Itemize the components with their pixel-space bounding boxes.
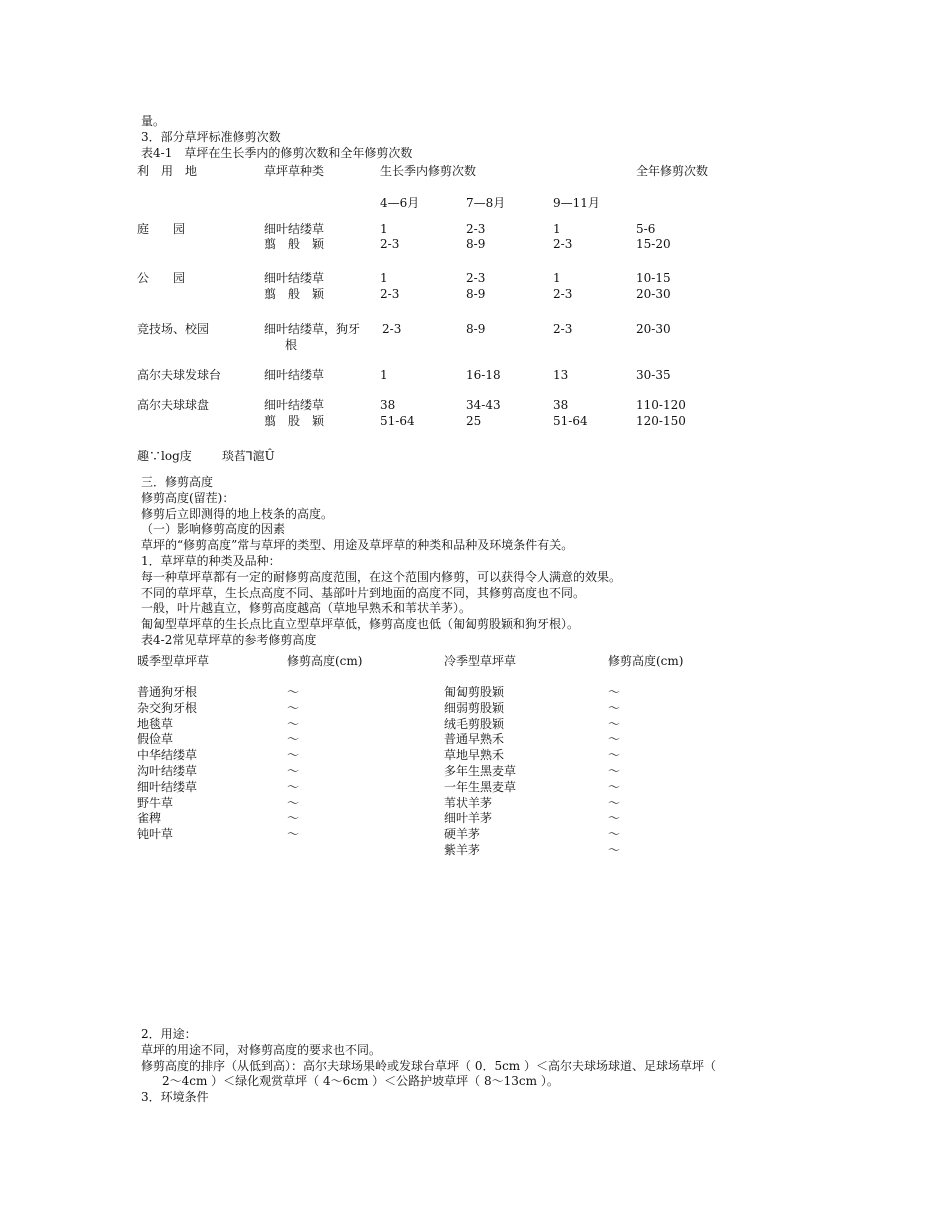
text-line: 一般，叶片越直立，修剪高度越高（草地早熟禾和苇状羊茅）。 — [141, 601, 472, 616]
header-cool-season: 冷季型草坪草 — [444, 654, 517, 668]
height-value: ～ — [608, 842, 621, 857]
cell-use: 竞技场、校园 — [137, 322, 210, 336]
text-line: 匍匐型草坪草的生长点比直立型草坪草低，修剪高度也低（匍匐剪股颖和狗牙根）。 — [141, 617, 580, 632]
cell-annual: 15-20 — [636, 237, 671, 251]
text-line: 草坪的用途不同，对修剪高度的要求也不同。 — [141, 1042, 382, 1057]
cell-species: 根 — [285, 338, 298, 352]
cell-species: 细叶结缕草 — [264, 368, 325, 382]
table-caption: 表4-2常见草坪草的参考修剪高度 — [141, 632, 317, 647]
header-month-3: 9—11月 — [553, 196, 600, 210]
header-warm-height: 修剪高度(cm) — [287, 654, 363, 668]
header-warm-season: 暖季型草坪草 — [137, 654, 210, 668]
list-item: 中华结缕草 — [137, 748, 198, 763]
list-item: 草地早熟禾 — [444, 748, 505, 763]
height-value: ～ — [287, 779, 300, 794]
height-value: ～ — [608, 811, 621, 826]
cell-month-1: 2-3 — [380, 287, 400, 301]
cell-month-2: 8-9 — [466, 287, 486, 301]
list-item: 钝叶草 — [137, 827, 174, 842]
cell-annual: 120-150 — [636, 414, 686, 428]
cell-month-2: 34-43 — [466, 398, 501, 412]
cell-month-1: 2-3 — [380, 237, 400, 251]
cell-month-2: 8-9 — [466, 237, 486, 251]
cell-species: 翦 股 颖 — [264, 414, 325, 428]
cell-month-2: 25 — [466, 414, 482, 428]
height-value: ～ — [608, 700, 621, 715]
list-item: 多年生黑麦草 — [444, 763, 517, 778]
list-item: 绒毛剪股颖 — [444, 716, 505, 731]
cell-annual: 5-6 — [636, 222, 656, 236]
list-item: 普通早熟禾 — [444, 732, 505, 747]
cell-use: 庭 园 — [137, 222, 186, 236]
cell-species: 翦 般 颖 — [264, 287, 325, 301]
header-cool-height: 修剪高度(cm) — [608, 654, 684, 668]
list-item: 杂交狗牙根 — [137, 700, 198, 715]
list-item: 普通狗牙根 — [137, 685, 198, 699]
height-value: ～ — [608, 716, 621, 731]
cell-use: 公 园 — [137, 271, 186, 285]
cell-month-1: 1 — [380, 368, 388, 382]
list-item: 细叶结缕草 — [137, 779, 198, 794]
cell-month-2: 16-18 — [466, 368, 501, 382]
cell-annual: 20-30 — [636, 322, 671, 336]
height-value: ～ — [608, 827, 621, 842]
list-item: 细弱剪股颖 — [444, 700, 505, 715]
list-item: 匍匐剪股颖 — [444, 685, 505, 699]
cell-use: 高尔夫球球盘 — [137, 398, 210, 412]
text-line: 修剪高度(留茬)： — [141, 490, 235, 505]
cell-annual: 110-120 — [636, 398, 686, 412]
height-value: ～ — [608, 779, 621, 794]
cell-month-1: 51-64 — [380, 414, 415, 428]
garbled-text: 琰萏⅂滬Û — [222, 449, 275, 463]
cell-month-3: 51-64 — [553, 414, 588, 428]
cell-species: 细叶结缕草 — [264, 271, 325, 285]
height-value: ～ — [608, 763, 621, 778]
cell-species: 翦 般 颖 — [264, 237, 325, 251]
list-item: 硬羊茅 — [444, 827, 481, 842]
text-line: 草坪的“修剪高度”常与草坪的类型、用途及草坪草的种类和品种及环境条件有关。 — [141, 538, 574, 553]
header-annual: 全年修剪次数 — [636, 164, 709, 178]
header-use: 利 用 地 — [137, 164, 198, 178]
list-item: 紫羊茅 — [444, 842, 481, 857]
warm-height-column — [287, 685, 299, 843]
list-item: 一年生黑麦草 — [444, 779, 517, 794]
height-value: ～ — [287, 763, 300, 778]
cell-month-3: 1 — [553, 271, 561, 285]
cool-species-column — [444, 685, 516, 859]
list-item: 细叶羊茅 — [444, 811, 493, 826]
subsection-heading: 2．用途： — [141, 1027, 197, 1041]
cell-species: 细叶结缕草 — [264, 222, 325, 236]
height-value: ～ — [608, 795, 621, 810]
header-month-1: 4—6月 — [380, 196, 420, 210]
cell-species: 细叶结缕草 — [264, 398, 325, 412]
header-month-2: 7—8月 — [466, 196, 506, 210]
cell-month-2: 8-9 — [466, 322, 486, 336]
list-item: 雀稗 — [137, 811, 162, 826]
section-usage — [141, 1027, 716, 1106]
text-line: 修剪高度的排序（从低到高）：高尔夫球场果岭或发球台草坪（ 0．5cm ）＜高尔夫球场球道、足球场草坪（ — [141, 1058, 717, 1073]
cell-annual: 20-30 — [636, 287, 671, 301]
cell-month-3: 1 — [553, 222, 561, 236]
cell-use: 高尔夫球发球台 — [137, 368, 222, 382]
height-value: ～ — [608, 685, 621, 699]
section-title: 三．修剪高度 — [141, 475, 214, 489]
text-line: 量。 — [141, 114, 166, 128]
list-item: 沟叶结缕草 — [137, 763, 198, 778]
text-line: 不同的草坪草，生长点高度不同、基部叶片到地面的高度不同，其修剪高度也不同。 — [141, 585, 586, 600]
header-season: 生长季内修剪次数 — [380, 164, 477, 178]
list-item: 苇状羊茅 — [444, 795, 493, 810]
cell-month-2: 2-3 — [466, 222, 486, 236]
height-value: ～ — [287, 685, 300, 699]
cell-month-3: 2-3 — [553, 322, 573, 336]
cell-month-1: 1 — [380, 271, 388, 285]
cell-month-3: 38 — [553, 398, 569, 412]
height-value: ～ — [608, 732, 621, 747]
height-value: ～ — [287, 732, 300, 747]
list-item: 假俭草 — [137, 732, 174, 747]
text-line: 2～4cm ）＜绿化观赏草坪（ 4～6cm ）＜公路护坡草坪（ 8～13cm ）。 — [162, 1074, 559, 1089]
cell-month-3: 13 — [553, 368, 569, 382]
height-value: ～ — [287, 748, 300, 763]
warm-species-column — [137, 685, 197, 843]
text-line: 每一种草坪草都有一定的耐修剪高度范围，在这个范围内修剪，可以获得令人满意的效果。 — [141, 569, 622, 584]
list-item: 地毯草 — [137, 716, 174, 731]
cool-height-column — [608, 685, 620, 859]
text-line: 1．草坪草的种类及品种： — [141, 553, 281, 568]
height-value: ～ — [608, 748, 621, 763]
table-caption: 表4-1 草坪在生长季内的修剪次数和全年修剪次数 — [141, 146, 413, 160]
text-line: （一）影响修剪高度的因素 — [141, 522, 286, 537]
cell-species: 细叶结缕草，狗牙 — [264, 322, 361, 336]
height-value: ～ — [287, 811, 300, 826]
subsection-heading: 3．环境条件 — [141, 1090, 209, 1105]
cell-month-1: 1 — [380, 222, 388, 236]
list-item: 野牛草 — [137, 795, 174, 810]
header-species: 草坪草种类 — [264, 164, 325, 178]
cell-month-3: 2-3 — [553, 237, 573, 251]
height-value: ～ — [287, 700, 300, 715]
height-value: ～ — [287, 827, 300, 842]
cell-month-3: 2-3 — [553, 287, 573, 301]
section-mowing-height — [141, 475, 621, 649]
cell-month-2: 2-3 — [466, 271, 486, 285]
garbled-text: 趣∵log庋 — [137, 449, 192, 463]
cell-month-1: 2-3 — [382, 322, 402, 336]
height-value: ～ — [287, 795, 300, 810]
height-value: ～ — [287, 716, 300, 731]
cell-month-1: 38 — [380, 398, 396, 412]
cell-annual: 10-15 — [636, 271, 671, 285]
text-line: 修剪后立即测得的地上枝条的高度。 — [141, 506, 334, 521]
subsection-heading: 3．部分草坪标准修剪次数 — [141, 130, 281, 144]
cell-annual: 30-35 — [636, 368, 671, 382]
